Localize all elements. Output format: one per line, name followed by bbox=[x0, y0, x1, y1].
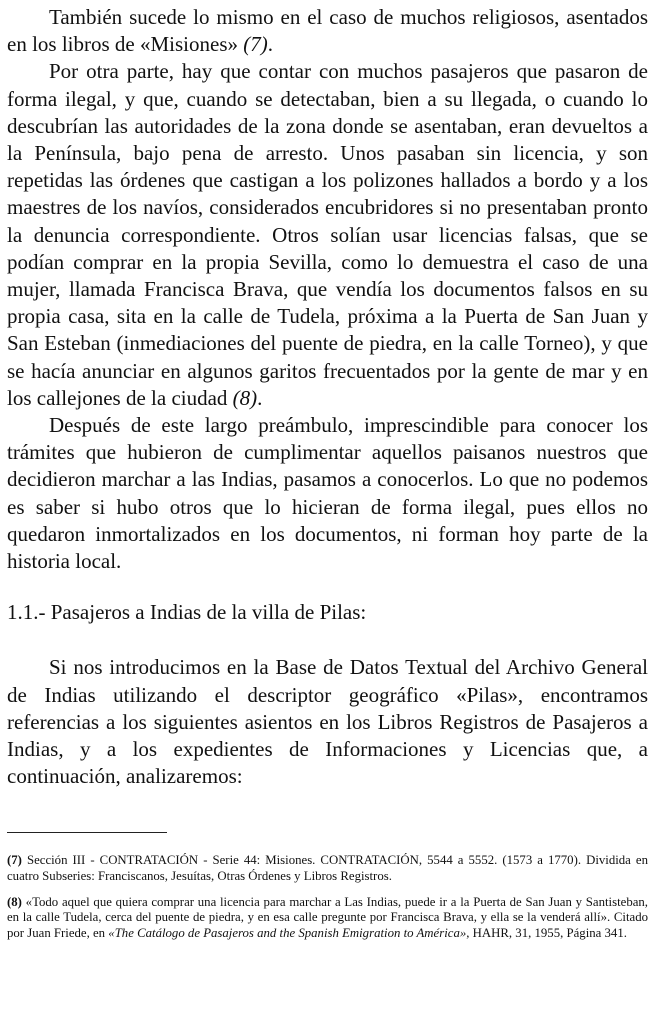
footnote-8-text-a: «Todo aquel que quiera comprar una licencia para marchar a Las Indias, puede ir a la Puerta de San Juan y Santisteban, en la calle Tudela, cerca del puente de piedra, y en esa calle pregunte por Francisca Brava, y ella se la venderá allí». Citado por Juan Friede, en bbox=[7, 894, 648, 940]
paragraph-pasajeros-ilegales-text: Por otra parte, hay que contar con muchos pasajeros que pasaron de forma ilegal, y que, cuando se detectaban, bien a su llegada, o cuando lo descubrían las autoridades de la zona donde se asentaban, eran devueltos a la Península, bajo pena de arresto. Unos pasaban sin licencia, y son repetidas las órdenes que castigan a los polizones hallados a bordo y a los maestres de los navíos, considerados encubridores si no presentaban pronto la denuncia correspondiente. Otros solían usar licencias falsas, que se podían comprar en la propia Sevilla, como lo demuestra el caso de una mujer, llamada Francisca Brava, que vendía los documentos falsos en su propia casa, sita en la calle de Tudela, próxima a la Puerta de San Juan y San Esteban (inmediaciones del puente de piedra, en la calle Torneo), y que se hacía anunciar en algunos garitos frecuentados por la gente de mar y en los callejones de la ciudad bbox=[7, 59, 648, 410]
footnote-7-number: (7) bbox=[7, 853, 22, 868]
footnote-divider bbox=[7, 832, 167, 833]
footnote-ref-7: (7) bbox=[243, 32, 268, 57]
footnote-7 bbox=[7, 853, 648, 884]
footnote-8-text-b: , HAHR, 31, 1955, Página 341. bbox=[466, 925, 627, 940]
paragraph-misiones-tail: . bbox=[267, 32, 273, 57]
document-page bbox=[7, 4, 648, 941]
footnote-8-title: «The Catálogo de Pasajeros and the Spanish Emigration to América» bbox=[108, 925, 467, 940]
paragraph-pasajeros-ilegales-tail: . bbox=[257, 385, 263, 410]
footnote-8-number: (8) bbox=[7, 894, 22, 909]
paragraph-misiones bbox=[7, 4, 648, 58]
paragraph-pasajeros-ilegales bbox=[7, 58, 648, 412]
paragraph-misiones-text: También sucede lo mismo en el caso de muchos religiosos, asentados en los libros de «Misiones» bbox=[7, 5, 648, 57]
footnote-8 bbox=[7, 895, 648, 942]
section-heading: 1.1.- Pasajeros a Indias de la villa de Pilas: bbox=[7, 600, 367, 625]
footnote-7-text: Sección III - CONTRATACIÓN - Serie 44: Misiones. CONTRATACIÓN, 5544 a 5552. (1573 a 1770). Dividida en cuatro Subseries: Franciscanos, Jesuítas, Otras Órdenes y Libros Registros. bbox=[7, 853, 648, 884]
footnote-ref-8: (8) bbox=[232, 385, 258, 410]
paragraph-base-datos: Si nos introducimos en la Base de Datos Textual del Archivo General de Indias utilizando el descriptor geográfico «Pilas», encontramos referencias a los siguientes asientos en los Libros Registros de Pasajeros a Indias, y a los expedientes de Informaciones y Licencias que, a continuación, analizaremos: bbox=[7, 655, 648, 789]
paragraph-preambulo: Después de este largo preámbulo, imprescindible para conocer los trámites que hubieron de cumplimentar aquellos paisanos nuestros que decidieron marchar a las Indias, pasamos a conocerlos. Lo que no podemos es saber si hubo otros que lo hicieran de forma ilegal, pues ellos no quedaron inmortalizados en los documentos, ni forman hoy parte de la historia local. bbox=[7, 413, 648, 574]
